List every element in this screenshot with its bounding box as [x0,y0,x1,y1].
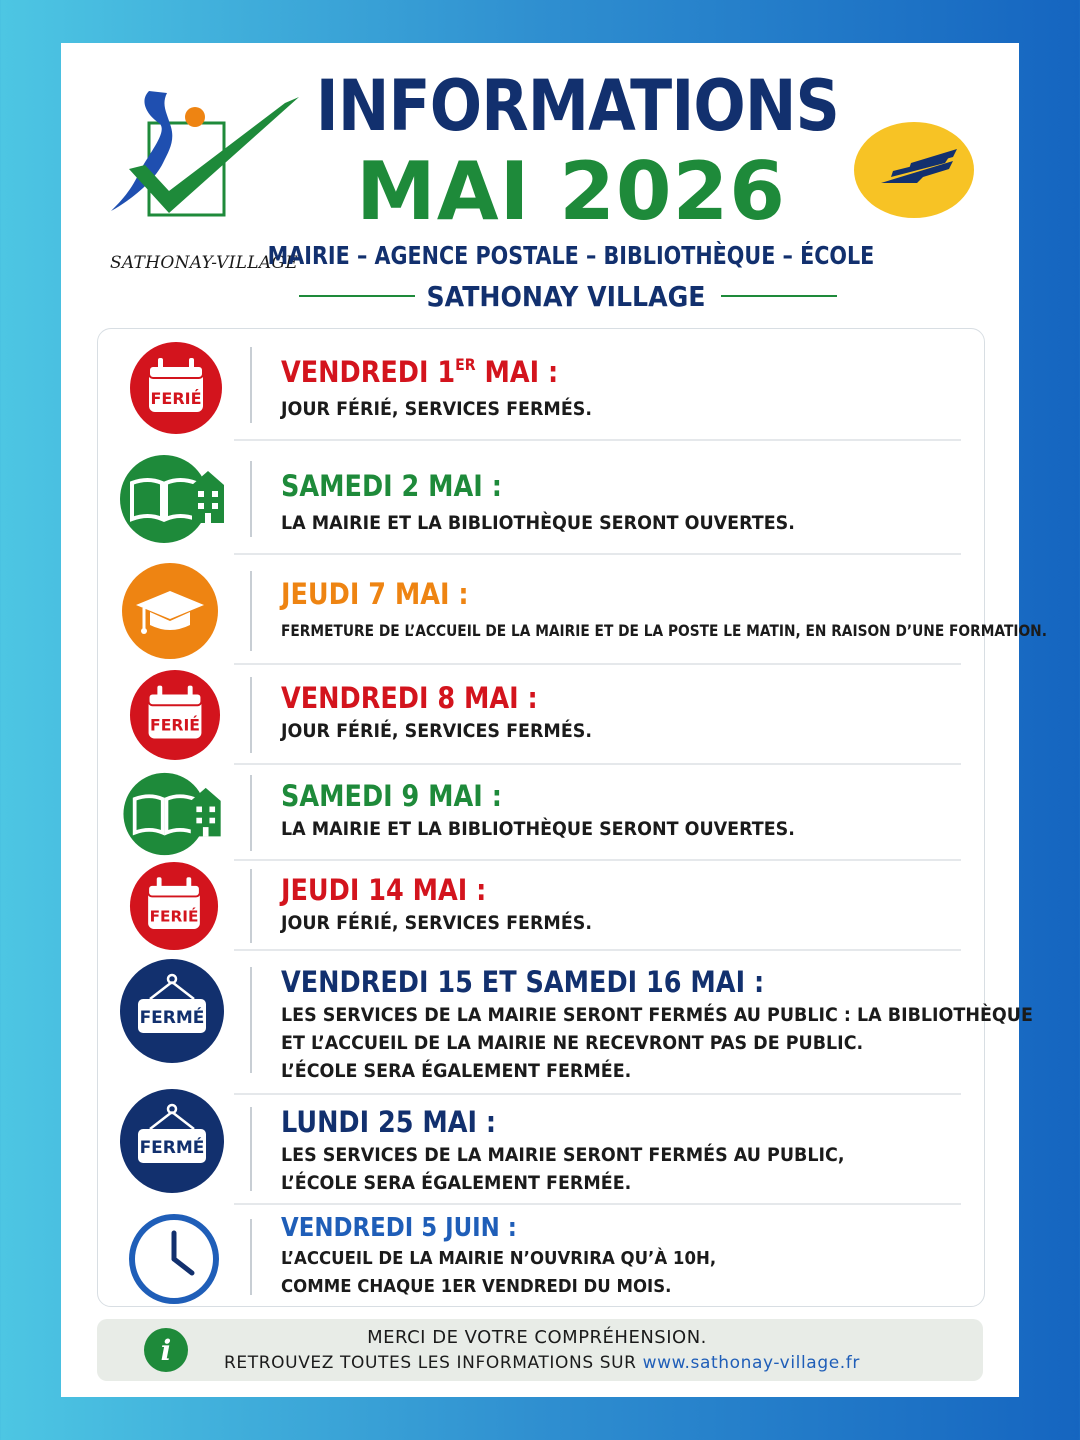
footer-banner [97,1319,983,1381]
book-building-icon [118,453,228,545]
description-line: LES SERVICES DE LA MAIRIE SERONT FERMÉS AU PUBLIC : LA BIBLIOTHÈQUE [281,1004,1033,1026]
info-icon [143,1327,189,1373]
calendar-ferie-icon [129,861,219,951]
list-item [98,441,986,555]
closed-sign-icon [120,1089,224,1193]
divider-right [721,295,837,297]
website-link[interactable]: www.sathonay-village.fr [642,1353,860,1373]
checkmark-runner-icon [109,83,299,243]
entry-day: VENDREDI 15 ET SAMEDI 16 MAI : [281,965,765,999]
page-date: MAI 2026 [356,145,786,238]
announcements-card [97,328,1047,1307]
entry-day: VENDREDI 1ER MAI : [281,355,559,389]
list-item [98,665,986,765]
entry-description [281,1001,1033,1085]
entry-day: SAMEDI 9 MAI : [281,779,502,813]
la-poste-logo-icon [853,121,975,219]
divider [250,677,252,753]
thanks-text: MERCI DE VOTRE COMPRÉHENSION. [367,1327,707,1348]
entry-description: JOUR FÉRIÉ, SERVICES FERMÉS. [281,398,592,420]
divider [250,1219,252,1295]
description-line: LES SERVICES DE LA MAIRIE SERONT FERMÉS AU PUBLIC, [281,1144,845,1166]
icon-label: FERMÉ [139,1008,205,1028]
graduation-cap-icon [122,563,218,659]
divider [250,461,252,537]
list-item [98,951,1033,1095]
list-item [98,765,986,861]
logo-caption: SATHONAY-VILLAGE [109,253,299,273]
sathonay-village-logo [89,83,299,273]
clock-icon [128,1213,220,1305]
entry-day: VENDREDI 5 JUIN : [281,1213,517,1243]
list-item [98,329,986,441]
list-item [98,1095,986,1205]
description-line: L’ACCUEIL DE LA MAIRIE N’OUVRIRA QU’À 10H, [281,1248,717,1269]
entry-day: LUNDI 25 MAI : [281,1105,497,1139]
closed-sign-icon [120,959,224,1063]
icon-label: FERIÉ [150,389,202,408]
description-line: L’ÉCOLE SERA ÉGALEMENT FERMÉE. [281,1172,632,1194]
entry-description: LA MAIRIE ET LA BIBLIOTHÈQUE SERONT OUVERTES. [281,512,795,534]
divider [250,1107,252,1191]
description-line: ET L’ACCUEIL DE LA MAIRIE NE RECEVRONT PAS DE PUBLIC. [281,1032,864,1054]
calendar-ferie-icon [129,669,221,761]
entry-day: JEUDI 7 MAI : [281,577,469,611]
icon-label: FERIÉ [150,715,200,735]
svg-text:i: i [160,1334,172,1367]
entry-day: VENDREDI 8 MAI : [281,681,538,715]
book-building-icon [120,771,226,857]
description-line: COMME CHAQUE 1ER VENDREDI DU MOIS. [281,1276,672,1297]
entry-description [281,1141,844,1197]
location-subtitle: SATHONAY VILLAGE [426,280,706,313]
entry-day: SAMEDI 2 MAI : [281,469,502,503]
info-prefix: RETROUVEZ TOUTES LES INFORMATIONS SUR [224,1353,643,1373]
divider [250,869,252,943]
entry-description: JOUR FÉRIÉ, SERVICES FERMÉS. [281,720,592,742]
entry-description [281,1245,716,1301]
entry-day: JEUDI 14 MAI : [281,873,487,907]
page-title: INFORMATIONS [315,65,840,147]
calendar-ferie-icon [129,341,223,435]
entry-description: FERMETURE DE L’ACCUEIL DE LA MAIRIE ET DE LA POSTE LE MATIN, EN RAISON D’UNE FORMATION. [281,621,1047,640]
entry-description: LA MAIRIE ET LA BIBLIOTHÈQUE SERONT OUVERTES. [281,818,795,840]
divider [250,347,252,423]
list-item [98,1205,986,1305]
poster [61,43,1047,1397]
divider [250,775,252,851]
list-item [98,861,986,951]
list-item [98,555,1047,665]
divider [250,571,252,651]
icon-label: FERIÉ [149,907,199,926]
info-text [197,1353,887,1373]
description-line: L’ÉCOLE SERA ÉGALEMENT FERMÉE. [281,1060,632,1082]
entry-description: JOUR FÉRIÉ, SERVICES FERMÉS. [281,912,592,934]
icon-label: FERMÉ [139,1138,205,1158]
services-subtitle: MAIRIE – AGENCE POSTALE – BIBLIOTHÈQUE – ÉCOLE [267,241,875,270]
divider [250,967,252,1073]
